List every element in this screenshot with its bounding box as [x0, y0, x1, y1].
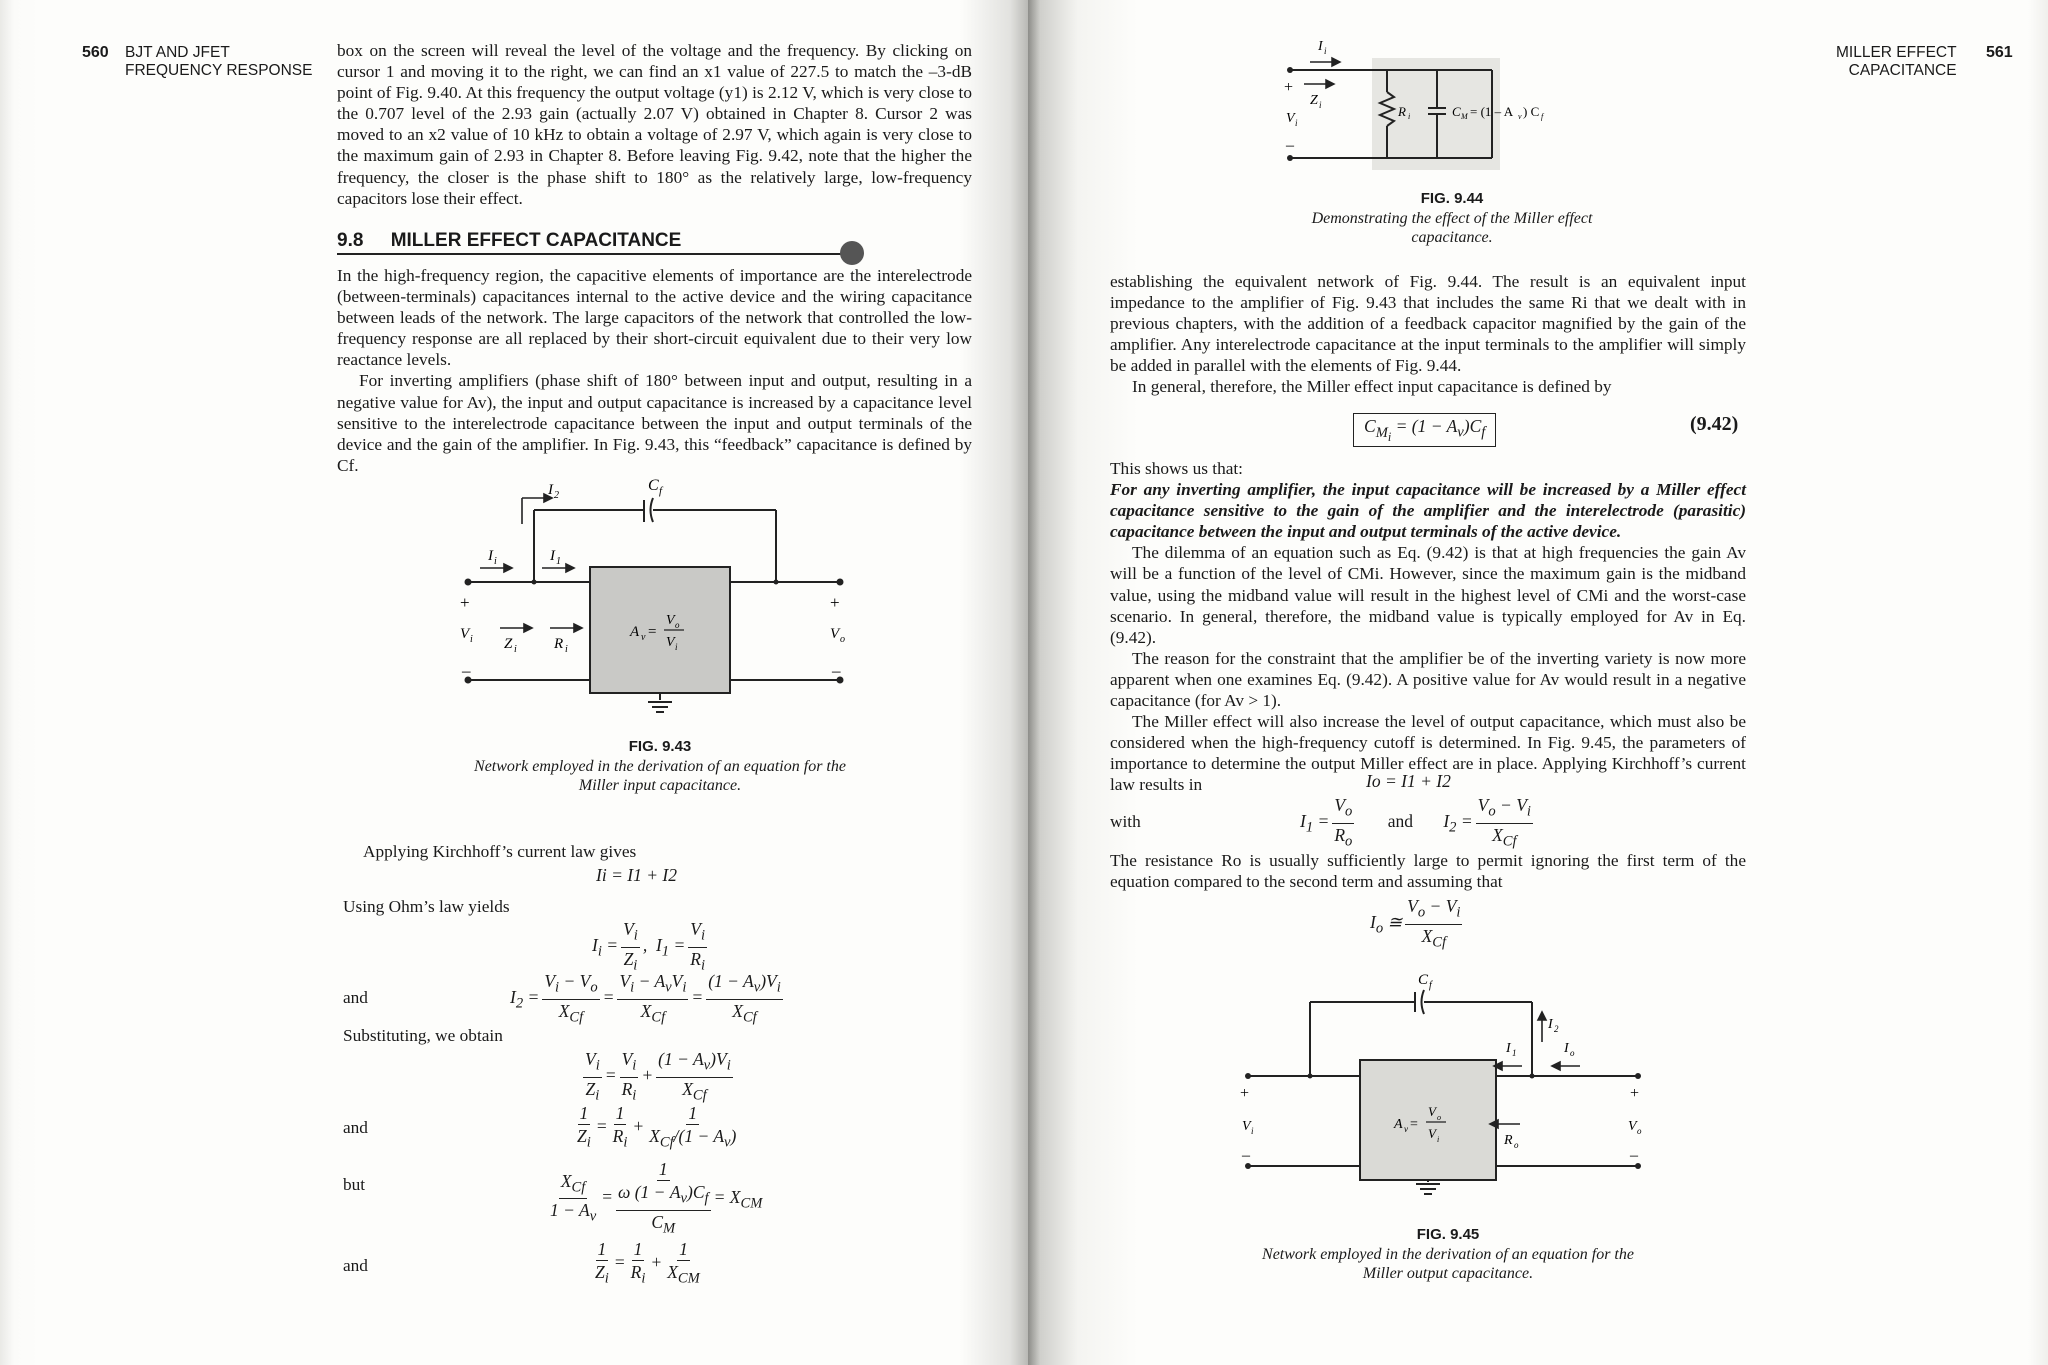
- svg-text:i: i: [1437, 1135, 1440, 1144]
- svg-text:=: =: [1410, 1117, 1418, 1132]
- svg-text:I: I: [548, 482, 553, 498]
- paragraph: The resistance Ro is usually sufficiently large to permit ignoring the first term of the equation compared to the second term and assuming that: [1110, 851, 1746, 892]
- subst-equation: $\frac{V_i}{Z_i}$ = $\frac{V_i}{R_i}$ + $\frac{(1 - A_v)V_i}{X_{Cf}}$: [585, 1049, 731, 1103]
- svg-text:i: i: [1408, 112, 1411, 121]
- svg-text:V: V: [1628, 1119, 1637, 1134]
- svg-text:) C: ) C: [1523, 104, 1540, 119]
- svg-text:Z: Z: [1310, 93, 1318, 108]
- svg-text:–: –: [1286, 137, 1294, 154]
- bold-statement: For any inverting amplifier, the input capacitance will be increased by a Miller effect capacitance sensitive to the gain of the amplifier and the interelectrode (parasitic) capacitance between the input and output terminals of the active device.: [1110, 480, 1746, 542]
- ohm-text: Using Ohm’s law yields: [343, 897, 510, 916]
- section-heading: 9.8 MILLER EFFECT CAPACITANCE: [337, 230, 682, 251]
- svg-text:o: o: [1514, 1140, 1519, 1150]
- fig-9-45-caption: Network employed in the derivation of an equation for the Miller output capacitance.: [1262, 1246, 1634, 1282]
- svg-text:V: V: [666, 613, 675, 628]
- right-page: [1028, 0, 2048, 1365]
- svg-text:2: 2: [1554, 1024, 1559, 1034]
- kcl-output-equation: Io = I1 + I2: [1366, 771, 1451, 791]
- svg-text:V: V: [1242, 1119, 1251, 1134]
- fig-9-44-circuit: [1282, 30, 1622, 180]
- svg-text:R: R: [1398, 104, 1406, 119]
- svg-text:o: o: [1570, 1048, 1575, 1058]
- svg-text:I: I: [1318, 39, 1323, 54]
- boxed-equation-9-42: $C_{M_i} = (1 - A_v)C_f$: [1353, 413, 1496, 447]
- i2-equation: $I_2$ = $\frac{V_i - V_o}{X_{Cf}}$ = $\frac{V_i - A_vV_i}{X_{Cf}}$ = $\frac{(1 - A_v)V_i}{X_{Cf}}$: [510, 971, 781, 1025]
- svg-text:2: 2: [554, 490, 559, 501]
- svg-text:+: +: [460, 593, 470, 612]
- right-body-top: [1110, 271, 1746, 398]
- svg-text:+: +: [1630, 1085, 1640, 1102]
- svg-text:1: 1: [1512, 1048, 1517, 1058]
- svg-text:i: i: [494, 556, 497, 567]
- fig-9-43-caption: Network employed in the derivation of an equation for the Miller input capacitance.: [474, 758, 846, 794]
- paragraph: The dilemma of an equation such as Eq. (9.42) is that at high frequencies the gain Av will be a function of the level of CMi. However, since the maximum gain is the midband value, using the midband value will result in the highest level of CMi and the worst-case scenario. In general, therefore, the midband value is typically employed for Av in Eq. (9.42).: [1110, 543, 1746, 647]
- svg-text:+: +: [1284, 79, 1294, 96]
- svg-text:v: v: [1518, 112, 1522, 121]
- svg-text:o: o: [1637, 1126, 1642, 1136]
- svg-text:V: V: [1428, 1104, 1436, 1119]
- ohm-equation: $I_i$ = $\frac{V_i}{Z_i}$ , $I_1$ = $\frac{V_i}{R_i}$: [592, 919, 706, 973]
- svg-text:I: I: [1506, 1041, 1511, 1056]
- running-head-left: BJT AND JFET FREQUENCY RESPONSE: [125, 44, 313, 79]
- svg-text:f: f: [1429, 980, 1432, 991]
- svg-text:V: V: [830, 626, 840, 642]
- intro-paragraph: box on the screen will reveal the level of the voltage and the frequency. By clicking on cursor 1 and moving it to the right, we can find an x1 value of 227.5 to match the –3-dB point of Fig. 9.40. At this frequency the output voltage (y1) is 2.12 V, which is very close to the 0.707 level of the 2.93 gain (actually 2.07 V) obtained in Chapter 8. Cursor 2 was moved to an x2 value of 10 kHz to obtain a voltage of 2.97 V, which again is very close to the maximum gain of 2.93 in Chapter 8. Before leaving Fig. 9.42, note that the higher the frequency, the closer is the phase shift to 180° as the relatively large, low-frequency capacitors lose their effect.: [337, 41, 972, 208]
- svg-text:C: C: [1418, 972, 1429, 988]
- svg-text:A: A: [630, 624, 640, 640]
- svg-text:=: =: [648, 624, 657, 640]
- paragraph: The Miller effect will also increase the level of output capacitance, which must also be considered when the high-frequency cutoff is determined. In Fig. 9.45, the parameters of importance to determine the output Miller effect are in place. Applying Kirchhoff’s current law results in: [1110, 712, 1746, 795]
- svg-text:o: o: [840, 634, 845, 645]
- svg-text:A: A: [1394, 1117, 1403, 1132]
- svg-text:R: R: [1504, 1133, 1513, 1148]
- svg-text:i: i: [675, 642, 678, 652]
- svg-text:I: I: [1564, 1041, 1569, 1056]
- svg-text:I: I: [1548, 1017, 1553, 1032]
- svg-text:–: –: [1630, 1147, 1638, 1164]
- svg-text:o: o: [675, 620, 680, 630]
- svg-text:o: o: [1437, 1113, 1441, 1122]
- svg-text:I: I: [550, 548, 555, 564]
- paragraph: This shows us that:: [1110, 459, 1243, 478]
- svg-text:1: 1: [556, 556, 561, 567]
- svg-text:v: v: [1404, 1124, 1408, 1134]
- svg-text:i: i: [565, 644, 568, 655]
- and-label: and: [343, 988, 368, 1007]
- svg-text:V: V: [1286, 111, 1295, 126]
- kcl-equation: Ii = I1 + I2: [596, 865, 677, 885]
- paragraph: establishing the equivalent network of Fig. 9.44. The result is an equivalent input impedance to the amplifier of Fig. 9.43 that includes the same Ri that we dealt with in previous chapters, with the addition of a feedback capacitor magnified by the gain of the amplifier. Any interelectrode capacitance at the input terminals to the amplifier will simply be added in parallel with the elements of Fig. 9.44.: [1110, 272, 1746, 376]
- svg-text:Z: Z: [504, 636, 513, 652]
- running-head-right: MILLER EFFECT CAPACITANCE: [1836, 44, 1957, 79]
- svg-text:–: –: [832, 661, 841, 680]
- svg-text:= (1 – A: = (1 – A: [1470, 104, 1514, 119]
- svg-text:+: +: [1240, 1085, 1250, 1102]
- final-left-equation: $\frac{1}{Z_i}$ = $\frac{1}{R_i}$ + $\frac{1}{X_{CM}}$: [595, 1239, 700, 1287]
- paragraph: In general, therefore, the Miller effect input capacitance is defined by: [1132, 377, 1612, 397]
- kcl-text: Applying Kirchhoff’s current law gives: [363, 842, 637, 861]
- fig-9-43-circuit: [460, 470, 860, 730]
- page-number-right: 561: [1986, 44, 2013, 61]
- svg-text:M: M: [1461, 112, 1468, 121]
- svg-text:+: +: [830, 593, 840, 612]
- section-marker-dot: [840, 241, 864, 265]
- and-label: and: [343, 1256, 368, 1275]
- svg-text:I: I: [488, 548, 493, 564]
- paragraph: For inverting amplifiers (phase shift of 180° between input and output, resulting in a negative value for Av), the input and output capacitance is increased by a capacitance level sensitive to the interelectrode capacitance between the input and output terminals of the device and the gain of the amplifier. In Fig. 9.43, this “feedback” capacitance is defined by Cf.: [337, 371, 972, 475]
- svg-text:V: V: [1428, 1126, 1436, 1141]
- svg-text:v: v: [641, 632, 646, 643]
- io-approx-equation: $I_o$ ≅ $\frac{V_o - V_i}{X_{Cf}}$: [1370, 896, 1461, 950]
- fig-9-45-number: FIG. 9.45: [1416, 1226, 1480, 1243]
- with-label: with: [1110, 812, 1141, 831]
- subst-text: Substituting, we obtain: [343, 1026, 503, 1045]
- fig-9-44-number: FIG. 9.44: [1420, 190, 1484, 207]
- page-number-left: 560: [82, 44, 109, 61]
- i1-i2-equation: $I_1$ = $\frac{V_o}{R_o}$ and $I_2$ = $\frac{V_o - V_i}{X_{Cf}}$: [1300, 795, 1531, 849]
- paragraph: The reason for the constraint that the amplifier be of the inverting variety is now more apparent when one examines Eq. (9.42). A positive value for Av would result in a negative capacitance (for Av > 1).: [1110, 648, 1746, 711]
- section-body: [337, 265, 972, 476]
- svg-text:i: i: [1324, 46, 1327, 56]
- section-rule: [337, 253, 847, 255]
- and-label: and: [343, 1118, 368, 1137]
- svg-text:C: C: [648, 477, 659, 494]
- svg-text:–: –: [1242, 1147, 1250, 1164]
- fig-9-45-circuit: [1238, 968, 1658, 1208]
- paragraph: In the high-frequency region, the capacitive elements of importance are the interelectrode (between-terminals) capacitances internal to the active device and the wiring capacitance between leads of the network. The large capacitors of the network that controlled the low-frequency response are all replaced by their short-circuit equivalent due to their very low reactance levels.: [337, 266, 972, 370]
- svg-text:f: f: [659, 485, 663, 497]
- but-label: but: [343, 1175, 366, 1194]
- fig-9-44-caption: Demonstrating the effect of the Miller effect capacitance.: [1311, 210, 1593, 246]
- svg-text:f: f: [1541, 112, 1544, 121]
- svg-text:–: –: [462, 661, 471, 680]
- svg-text:C: C: [1452, 104, 1461, 119]
- svg-text:V: V: [460, 626, 470, 642]
- recip-equation: $\frac{1}{Z_i}$ = $\frac{1}{R_i}$ + $\frac{1}{X_{Cf}/(1 - A_v)}$: [577, 1103, 737, 1151]
- svg-text:V: V: [666, 635, 675, 650]
- svg-text:R: R: [554, 636, 564, 652]
- svg-text:i: i: [470, 634, 473, 645]
- svg-text:i: i: [1251, 1126, 1254, 1136]
- svg-text:i: i: [1295, 118, 1298, 128]
- svg-text:i: i: [1319, 100, 1322, 110]
- xcm-equation: $\frac{X_{Cf}}{1 - A_v}$ = 1 ω $(1 - A_v)C_f$ $C_M$ = $X_{CM}$: [550, 1159, 763, 1236]
- right-body-middle: [1110, 458, 1746, 796]
- svg-text:i: i: [514, 644, 517, 655]
- fig-9-43-number: FIG. 9.43: [628, 738, 692, 755]
- equation-number: (9.42): [1690, 413, 1739, 435]
